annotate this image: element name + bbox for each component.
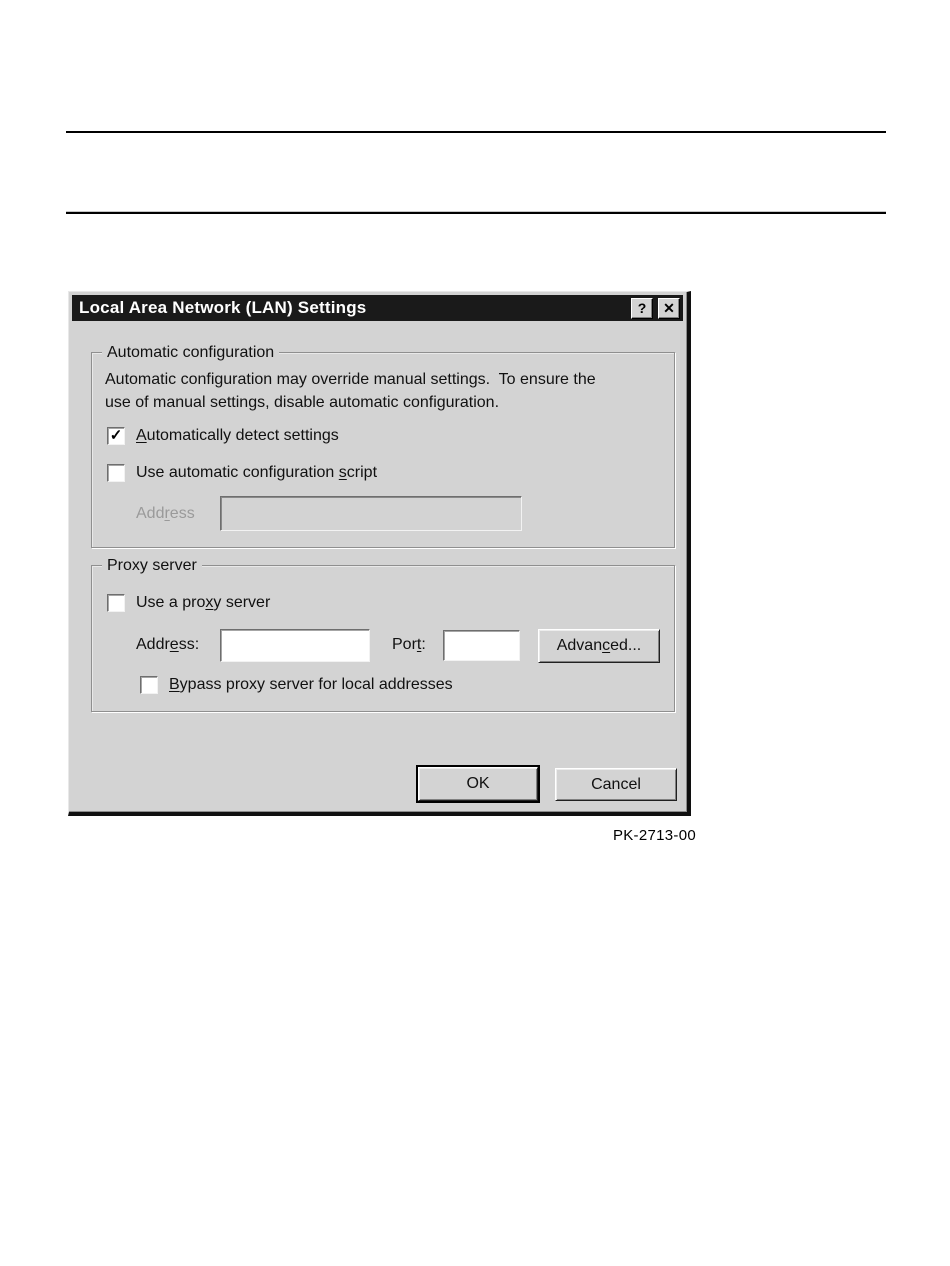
auto-address-input[interactable] (220, 496, 522, 531)
dialog-title: Local Area Network (LAN) Settings (79, 298, 367, 317)
proxy-address-input[interactable] (220, 629, 370, 662)
close-icon: ✕ (663, 299, 675, 316)
use-proxy-checkbox[interactable] (107, 594, 125, 612)
bypass-proxy-row (140, 676, 453, 694)
config-script-label: Use automatic configuration script (136, 464, 378, 481)
lan-settings-dialog (68, 291, 691, 816)
use-proxy-label: Use a proxy server (136, 594, 271, 611)
detect-settings-checkbox[interactable] (107, 427, 125, 445)
proxy-server-group (91, 557, 675, 712)
advanced-button[interactable]: Advan c ed... (538, 629, 660, 663)
bypass-proxy-checkbox[interactable] (140, 676, 158, 694)
help-button[interactable] (631, 298, 653, 319)
auto-config-description-line1: Automatic configuration may override manual settings. To ensure the (105, 371, 596, 388)
config-script-row (107, 464, 377, 482)
cancel-button[interactable]: Cancel (555, 768, 677, 801)
ok-button[interactable]: OK (418, 767, 538, 801)
help-icon: ? (637, 300, 647, 316)
use-proxy-row (107, 594, 270, 612)
auto-address-label: Address (136, 505, 195, 522)
header-rule-bottom (66, 211, 886, 214)
automatic-configuration-group (91, 344, 675, 548)
dialog-titlebar[interactable] (72, 295, 683, 321)
bypass-proxy-label: Bypass proxy server for local addresses (169, 676, 453, 693)
automatic-configuration-group-label: Automatic configuration (102, 344, 279, 362)
check-icon: ✓ (109, 426, 123, 444)
proxy-server-group-label: Proxy server (102, 557, 202, 575)
proxy-port-label: Port: (392, 636, 426, 653)
detect-settings-label: Automatically detect settings (136, 427, 339, 444)
figure-caption: PK-2713-00 (612, 827, 696, 844)
ok-button-default-ring (416, 765, 540, 803)
proxy-address-label: Address: (136, 636, 200, 653)
close-button[interactable] (658, 298, 680, 319)
header-rule-top (66, 131, 886, 133)
detect-settings-row (107, 427, 339, 445)
config-script-checkbox[interactable] (107, 464, 125, 482)
auto-config-description-line2: use of manual settings, disable automatic configuration. (105, 394, 500, 411)
proxy-port-input[interactable] (443, 630, 520, 661)
